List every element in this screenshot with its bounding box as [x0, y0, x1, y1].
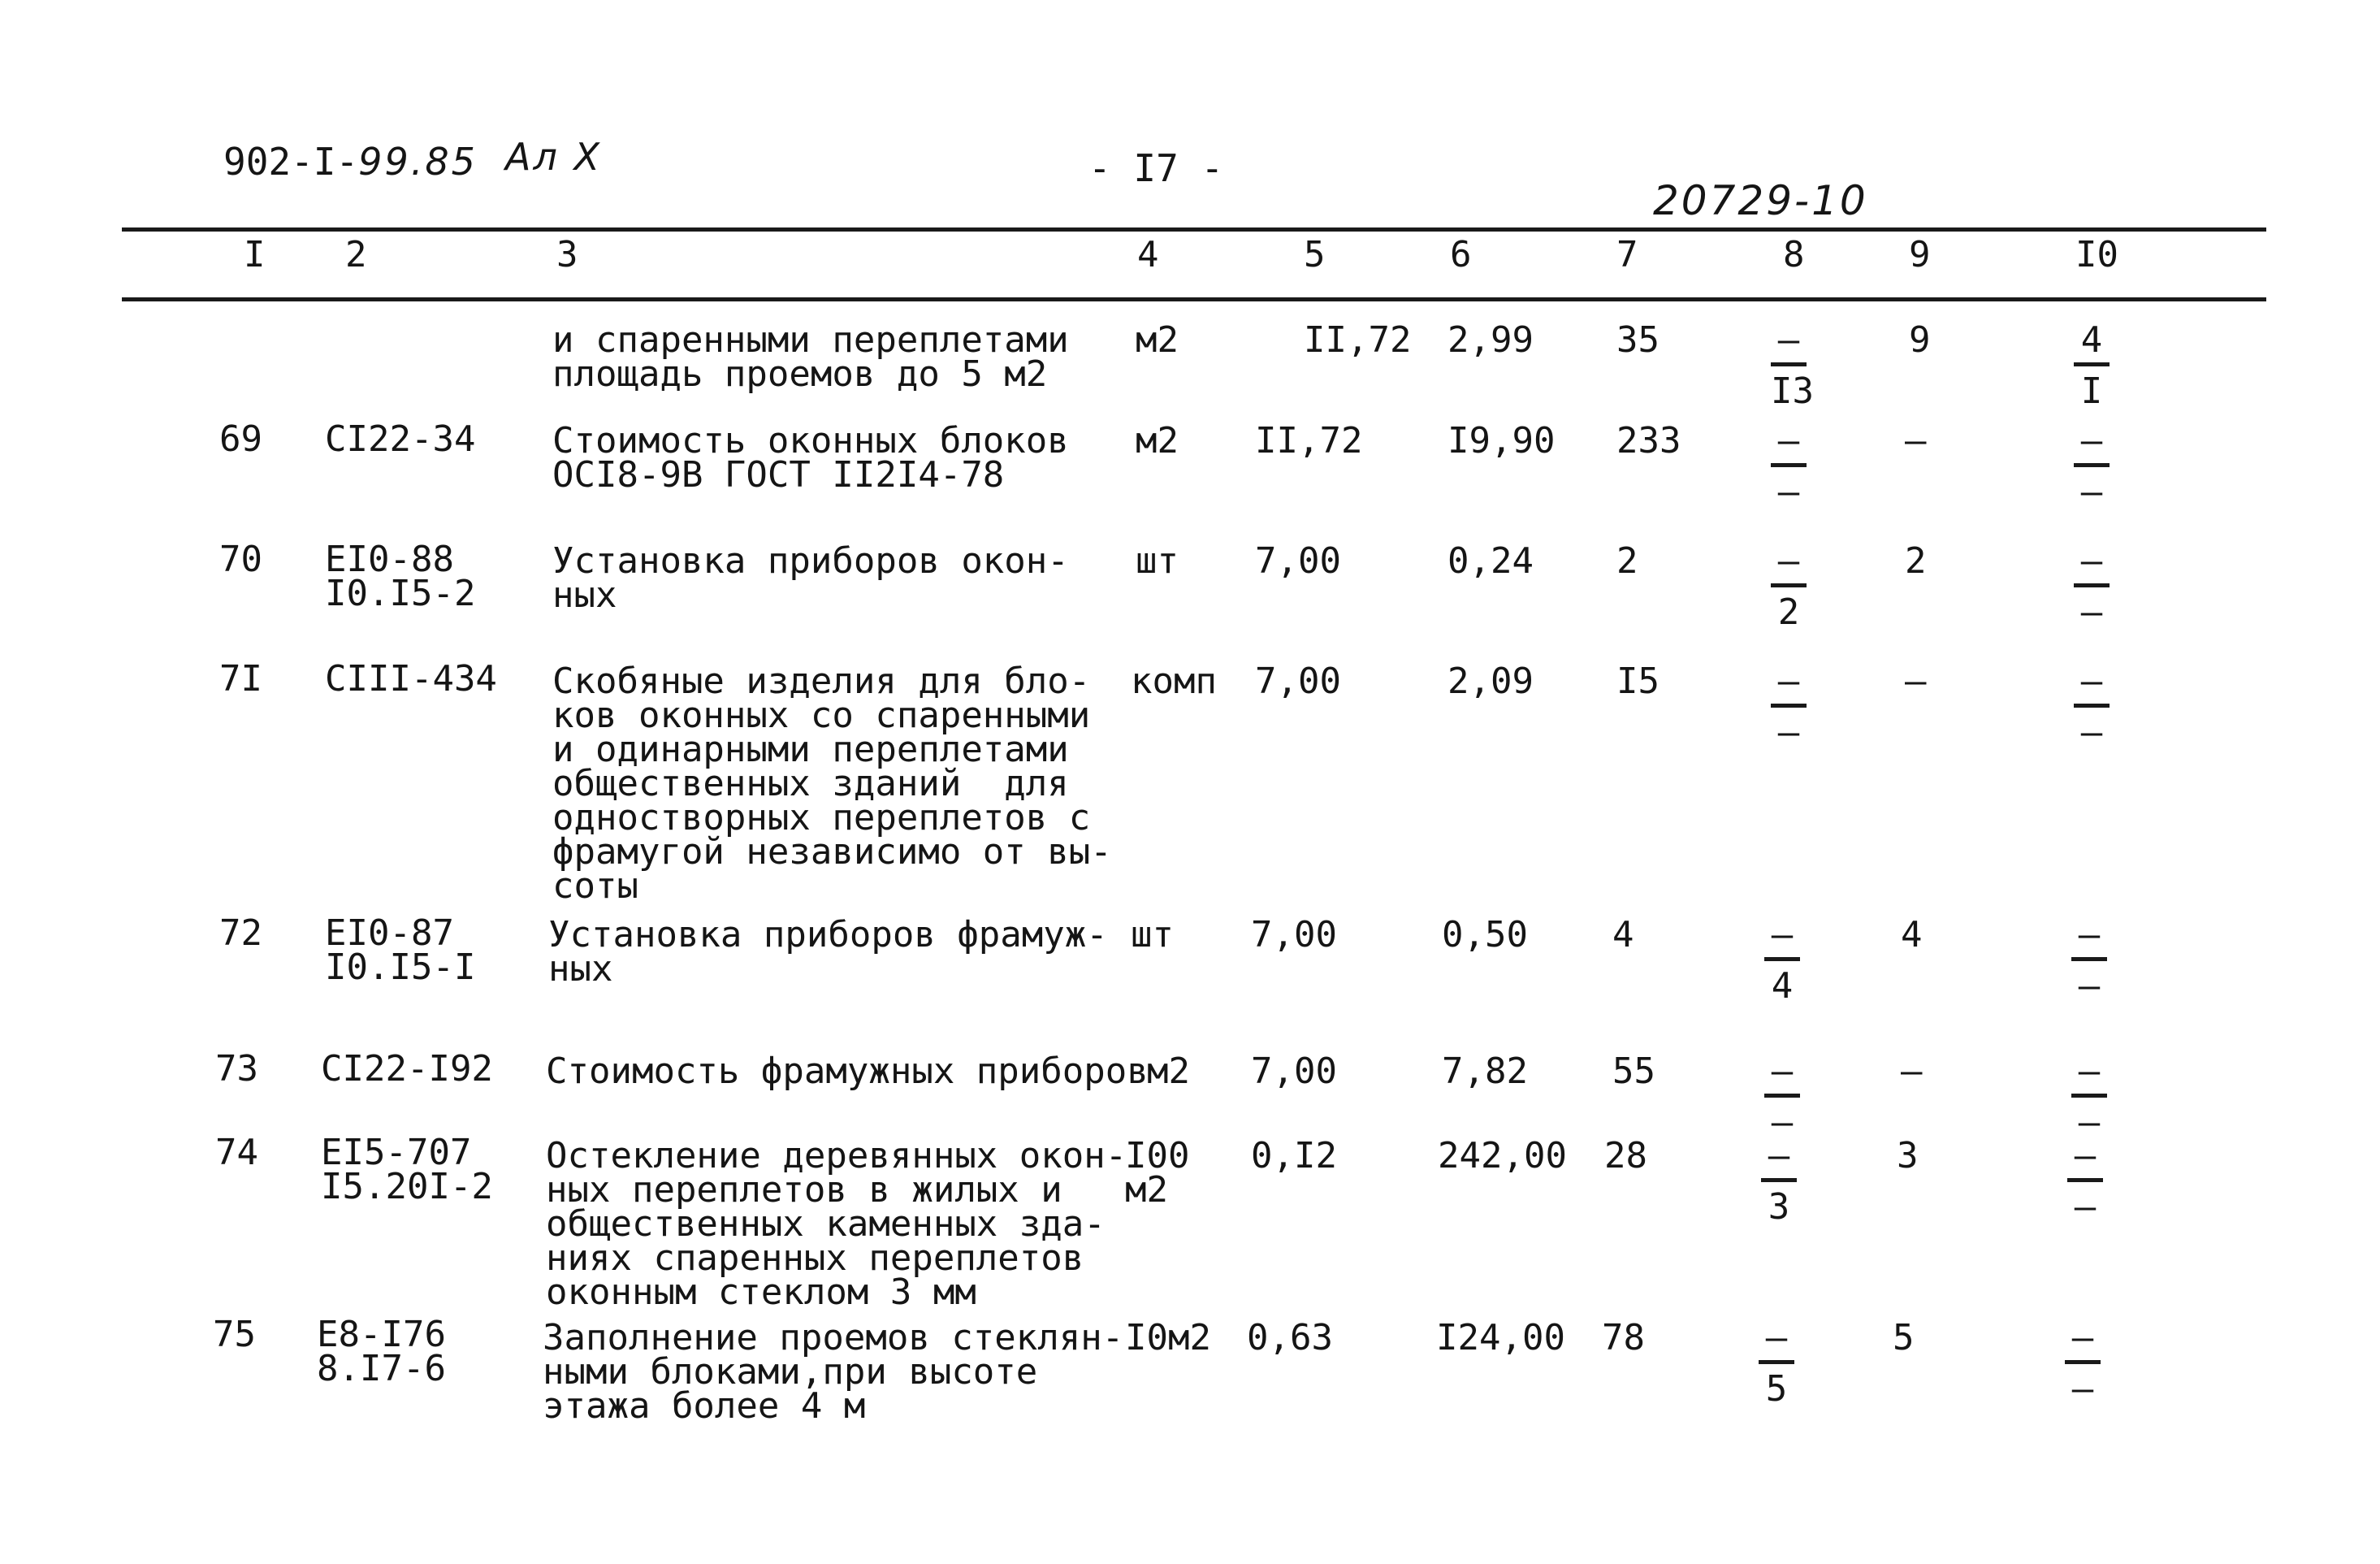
row-number: 70 [219, 539, 262, 580]
row-col5: 0,I2 [1251, 1135, 1337, 1176]
row-col7: 233 [1616, 420, 1681, 461]
col-header-3: 3 [556, 234, 578, 275]
row-col6: 0,50 [1442, 914, 1528, 955]
row-code: СI22-34 [325, 418, 476, 460]
row-description: и спаренными переплетами площадь проемов до 5 м2 [552, 319, 1069, 395]
row-col6: 7,82 [1442, 1051, 1528, 1092]
row-unit: шт [1131, 914, 1174, 955]
header-rule [122, 297, 2266, 301]
row-code: Е8-I76 8.I7-6 [317, 1314, 446, 1389]
row-number: 73 [215, 1048, 258, 1090]
row-unit: м2 [1147, 1051, 1190, 1092]
row-col7: 2 [1616, 540, 1638, 582]
row-col7: 55 [1612, 1051, 1655, 1092]
row-col8: – – [1764, 1055, 1800, 1140]
row-col7: 28 [1604, 1135, 1647, 1176]
row-description: Установка приборов фрамуж- ных [548, 914, 1108, 990]
row-col6: 2,99 [1447, 319, 1534, 361]
col-header-4: 4 [1137, 234, 1159, 275]
row-col8: – – [1771, 665, 1807, 750]
row-code: ЕI5-707 I5.20I-2 [321, 1132, 493, 1207]
row-description: Установка приборов окон- ных [552, 540, 1069, 616]
row-col10: – – [2074, 665, 2110, 750]
row-col7: I5 [1616, 661, 1660, 702]
row-col10: – – [2071, 918, 2107, 1003]
row-col5: II,72 [1255, 420, 1363, 461]
page-number: - I7 - [1088, 146, 1224, 190]
row-number: 72 [219, 912, 262, 954]
col-header-10: I0 [2075, 234, 2118, 275]
row-col5: II,72 [1304, 319, 1412, 361]
col-header-1: I [244, 234, 266, 275]
row-col8: – 3 [1761, 1139, 1797, 1224]
row-col7: 35 [1616, 319, 1660, 361]
row-col5: 0,63 [1247, 1317, 1333, 1358]
row-description: Остекление деревянных окон- ных переплетов в жилых и общественных каменных зда- ниях спаренных переплетов оконным стеклом 3 мм [546, 1135, 1127, 1313]
row-col9: 2 [1905, 540, 1927, 582]
row-col5: 7,00 [1251, 914, 1337, 955]
top-rule [122, 227, 2266, 232]
row-col10: – – [2071, 1055, 2107, 1140]
row-unit: I00 м2 [1125, 1135, 1190, 1211]
row-col8: – 2 [1771, 544, 1807, 630]
row-col9: 4 [1901, 914, 1923, 955]
col-header-2: 2 [345, 234, 367, 275]
row-col7: 78 [1602, 1317, 1645, 1358]
col-header-9: 9 [1909, 234, 1931, 275]
row-unit: шт [1136, 540, 1179, 582]
row-code: СIII-434 [325, 658, 497, 700]
row-col8: – 5 [1759, 1321, 1794, 1406]
row-unit: м2 [1136, 319, 1179, 361]
row-col10: 4 I [2074, 323, 2110, 409]
row-col5: 7,00 [1251, 1051, 1337, 1092]
row-col9: – [1901, 1051, 1923, 1092]
row-col6: 242,00 [1438, 1135, 1567, 1176]
row-unit: I0м2 [1125, 1317, 1211, 1358]
row-col9: 5 [1893, 1317, 1915, 1358]
row-col10: – – [2074, 544, 2110, 630]
col-header-7: 7 [1616, 234, 1638, 275]
row-col10: – – [2065, 1321, 2101, 1406]
row-col9: – [1905, 661, 1927, 702]
doc-number [223, 140, 478, 184]
row-number: 7I [219, 658, 262, 700]
row-col6: I9,90 [1447, 420, 1556, 461]
row-number: 74 [215, 1132, 258, 1173]
col-header-5: 5 [1304, 234, 1326, 275]
row-description: Скобяные изделия для бло- ков оконных со спаренными и одинарными переплетами общественных зданий для одностворных переплетов с фрамугой независимо от вы- соты [552, 661, 1112, 907]
row-col9: 9 [1909, 319, 1931, 361]
row-col7: 4 [1612, 914, 1634, 955]
row-col6: 0,24 [1447, 540, 1534, 582]
col-header-8: 8 [1783, 234, 1805, 275]
row-col10: – – [2067, 1139, 2103, 1224]
row-description: Стоимость фрамужных приборов [546, 1051, 1149, 1092]
doc-number-handwritten: 99.85 [358, 140, 478, 184]
row-col9: – [1905, 420, 1927, 461]
row-unit: комп [1131, 661, 1217, 702]
row-col8: – – [1771, 424, 1807, 509]
row-description: Заполнение проемов стеклян- ными блоками,при высоте этажа более 4 м [543, 1317, 1124, 1427]
row-code: СI22-I92 [321, 1048, 493, 1090]
row-description: Стоимость оконных блоков ОСI8-9В ГОСТ II2I4-78 [552, 420, 1069, 496]
row-col6: 2,09 [1447, 661, 1534, 702]
row-col8: – 4 [1764, 918, 1800, 1003]
row-code: ЕI0-88 I0.I5-2 [325, 539, 476, 614]
row-col5: 7,00 [1255, 540, 1341, 582]
row-number: 75 [213, 1314, 256, 1355]
row-col8: – I3 [1771, 319, 1814, 412]
col-header-6: 6 [1450, 234, 1472, 275]
row-col10: – – [2074, 424, 2110, 509]
stamp-number: 20729-10 [1653, 177, 1868, 224]
doc-number-printed: 902-I- [223, 140, 359, 184]
row-number: 69 [219, 418, 262, 460]
album-label: Ал X [505, 135, 603, 179]
row-unit: м2 [1136, 420, 1179, 461]
row-col5: 7,00 [1255, 661, 1341, 702]
row-col6: I24,00 [1436, 1317, 1565, 1358]
row-col9: 3 [1897, 1135, 1919, 1176]
row-code: ЕI0-87 I0.I5-I [325, 912, 476, 988]
